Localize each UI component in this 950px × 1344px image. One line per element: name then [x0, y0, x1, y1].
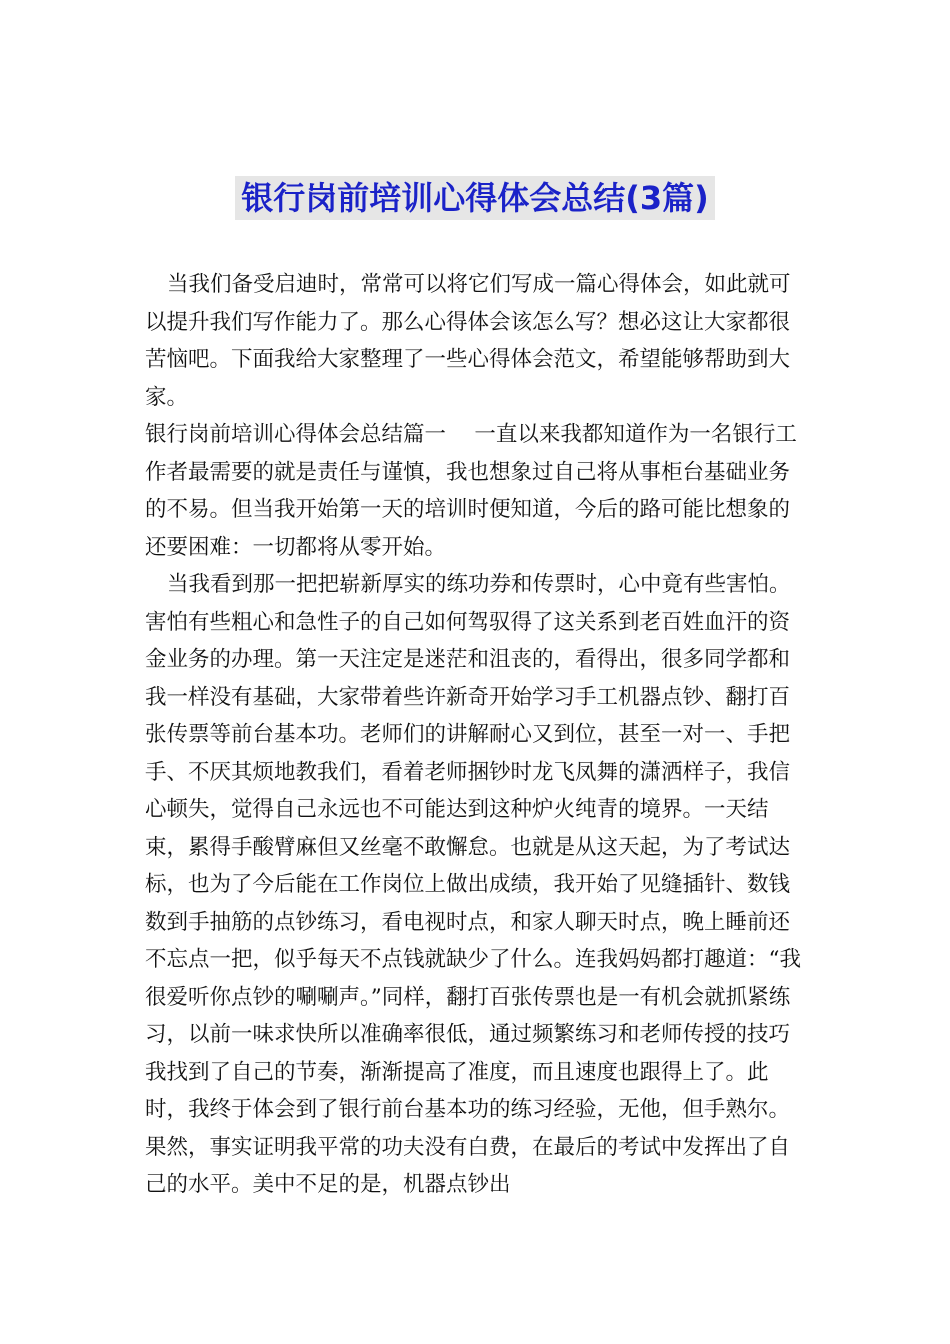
document-title: 银行岗前培训心得体会总结(3篇): [235, 176, 715, 220]
document-body: [145, 266, 805, 1204]
title-container: [0, 176, 950, 220]
paragraph-intro: 当我们备受启迪时，常常可以将它们写成一篇心得体会，如此就可以提升我们写作能力了。那么心得体会该怎么写？想必这让大家都很苦恼吧。下面我给大家整理了一些心得体会范文，希望能够帮助到大家。: [145, 272, 791, 410]
paragraph-training-story: 当我看到那一把把崭新厚实的练功券和传票时，心中竟有些害怕。害怕有些粗心和急性子的自己如何驾驭得了这关系到老百姓血汗的资金业务的办理。第一天注定是迷茫和沮丧的，看得出，很多同学都和我一样没有基础，大家带着些许新奇开始学习手工机器点钞、翻打百张传票等前台基本功。老师们的讲解耐心又到位，甚至一对一、手把手、不厌其烦地教我们，看着老师捆钞时龙飞凤舞的潇洒样子，我信心顿失，觉得自己永远也不可能达到这种炉火纯青的境界。一天结束，累得手酸臂麻但又丝毫不敢懈怠。也就是从这天起，为了考试达标，也为了今后能在工作岗位上做出成绩，我开始了见缝插针、数钱数到手抽筋的点钞练习，看电视时点，和家人聊天时点，晚上睡前还不忘点一把，似乎每天不点钱就缺少了什么。连我妈妈都打趣道：“我很爱听你点钞的唰唰声。”同样，翻打百张传票也是一有机会就抓紧练习，以前一味求快所以准确率很低，通过频繁练习和老师传授的技巧我找到了自己的节奏，渐渐提高了准度，而且速度也跟得上了。此时，我终于体会到了银行前台基本功的练习经验，无他，但手熟尔。果然，事实证明我平常的功夫没有白费，在最后的考试中发挥出了自己的水平。美中不足的是，机器点钞出: [145, 572, 801, 1197]
paragraph-section-one: 银行岗前培训心得体会总结篇一 一直以来我都知道作为一名银行工作者最需要的就是责任与谨慎，我也想象过自己将从事柜台基础业务的不易。但当我开始第一天的培训时便知道，今后的路可能比想象的还要困难：一切都将从零开始。: [145, 422, 797, 560]
